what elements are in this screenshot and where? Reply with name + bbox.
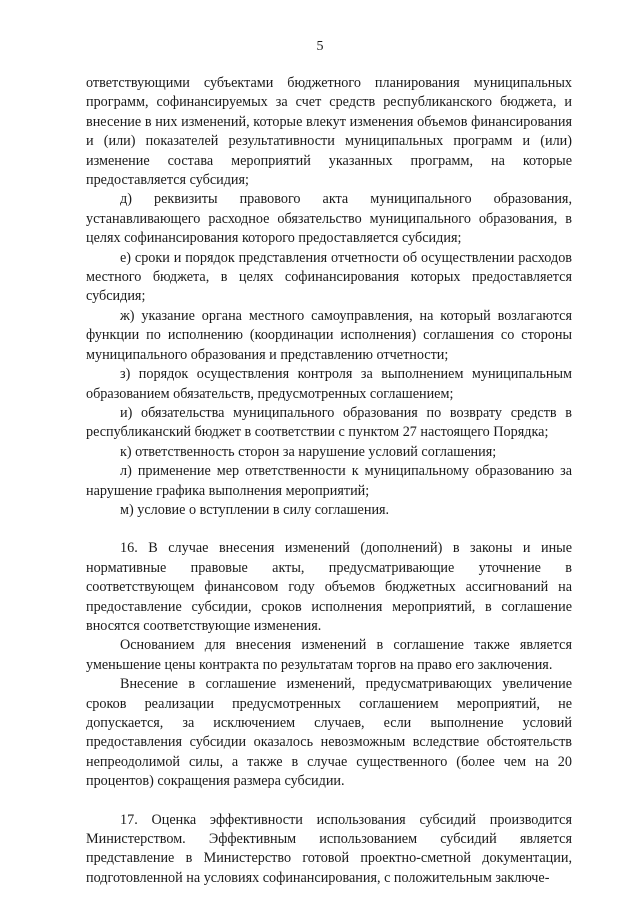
section-gap bbox=[86, 792, 572, 811]
section-17-paragraph: 17. Оценка эффективности использования субсидий производится Министерством. Эффективным использованием субсидий является представление в Министерство готовой проектно-сметной документации, подготовленной на условиях софинансирования, с положительным заключе- bbox=[86, 811, 572, 886]
section-16-basis-paragraph: Основанием для внесения изменений в соглашение также является уменьшение цены контракта по результатам торгов на право его заключения. bbox=[86, 637, 572, 673]
list-item-zh: ж) указание органа местного самоуправления, на который возлагаются функции по исполнению (координации исполнения) соглашения со стороны муниципального образования и представлению отчетности; bbox=[86, 307, 572, 363]
section-16-extension-paragraph: Внесение в соглашение изменений, предусматривающих увеличение сроков реализации предусмотренных соглашением мероприятий, не допускается, за исключением случаев, если выполнение условий предоставления субсидии оказалось невозможным вследствие обстоятельств непреодолимой силы, а также в случае существенного (более чем на 20 процентов) сокращения размера субсидии. bbox=[86, 676, 572, 790]
list-item-m: м) условие о вступлении в силу соглашения. bbox=[120, 501, 390, 518]
list-item-d: д) реквизиты правового акта муниципального образования, устанавливающего расходное обязательство муниципального образования, в целях софинансирования которого предоставляется субсидия; bbox=[86, 191, 572, 247]
list-item-l: л) применение мер ответственности к муниципальному образованию за нарушение графика выполнения мероприятий; bbox=[86, 463, 572, 499]
list-item-z: з) порядок осуществления контроля за выполнением муниципальным образованием обязательств, предусмотренных соглашением; bbox=[86, 366, 572, 402]
list-item-e: е) сроки и порядок представления отчетности об осуществлении расходов местного бюджета, в целях софинансирования которых предоставляется субсидия; bbox=[86, 249, 572, 305]
paragraph-continuation: ответствующими субъектами бюджетного планирования муниципальных программ, софинансируемых за счет средств республиканского бюджета, и внесение в них изменений, которые влекут изменения объемов финансирования и (или) показателей результативности муниципальных программ и (или) изменение состава мероприятий указанных программ, на которые предоставляется субсидия; bbox=[86, 75, 572, 189]
page-number: 5 bbox=[316, 39, 324, 54]
list-item-k: к) ответственность сторон за нарушение условий соглашения; bbox=[120, 443, 497, 460]
document-body bbox=[86, 74, 572, 888]
section-16-paragraph: 16. В случае внесения изменений (дополнений) в законы и иные нормативные правовые акты, предусматривающие уточнение в соответствующем финансовом году объемов бюджетных ассигнований на предоставление субсидии, сроков исполнения мероприятий, в соглашение вносятся соответствующие изменения. bbox=[86, 540, 572, 634]
list-item-i: и) обязательства муниципального образования по возврату средств в республиканский бюджет в соответствии с пунктом 27 настоящего Порядка; bbox=[86, 404, 572, 441]
section-gap bbox=[86, 520, 572, 539]
